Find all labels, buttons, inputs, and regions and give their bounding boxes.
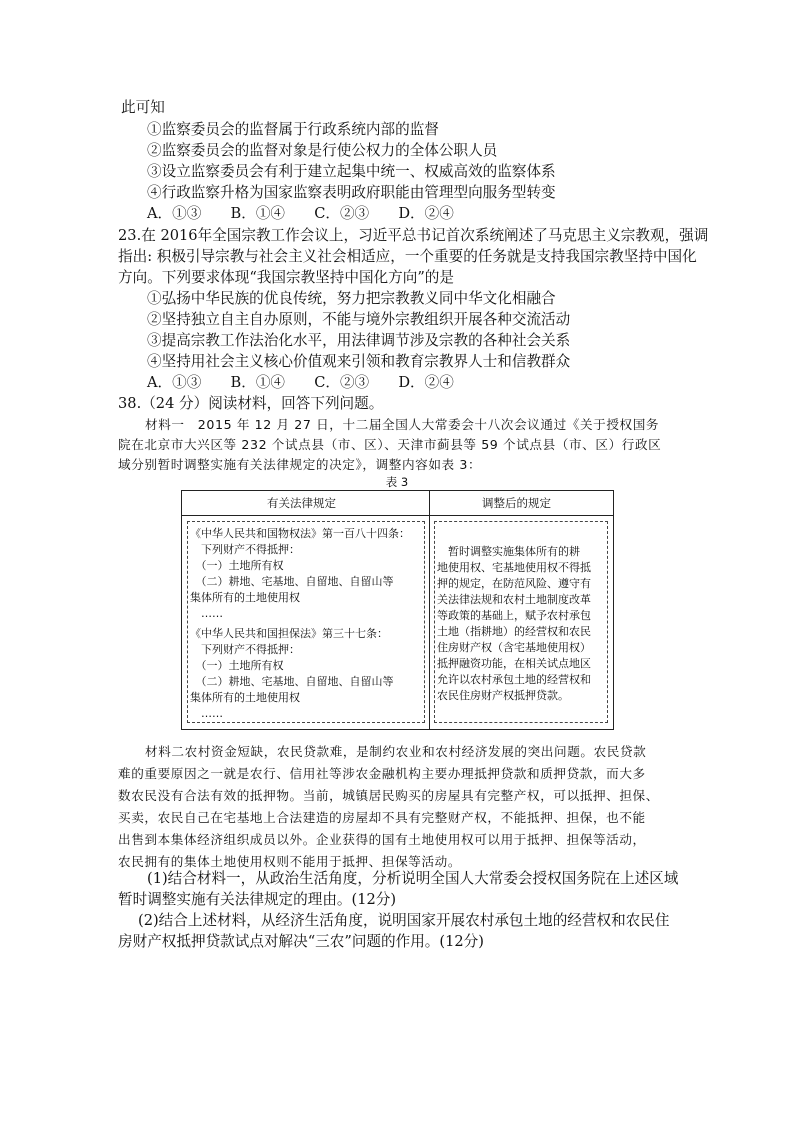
q22-option-3: ③设立监察委员会有利于建立起集中统一、权威高效的监察体系 — [147, 163, 556, 180]
right-line: 暂时调整实施集体所有的耕 — [437, 545, 580, 558]
left-line: 《中华人民共和国担保法》第三十七条： — [190, 627, 388, 640]
material2-line-5: 出售到本集体经济组织成员以外。企业获得的国有土地使用权可以用于抵押、担保等活动， — [118, 832, 646, 847]
q23-stem-3: 方向。下列要求体现“我国宗教坚持中国化方向”的是 — [118, 269, 454, 286]
q22-option-2: ②监察委员会的监督对象是行使公权力的全体公职人员 — [147, 142, 498, 159]
right-line: 关法律法规和农村土地制度改革 — [437, 593, 591, 606]
material2-line-1: 材料二农村资金短缺，农民贷款难，是制约农业和农村经济发展的突出问题。农民贷款 — [145, 744, 647, 759]
q22-choices: A．①③ B．①④ C．②③ D．②④ — [147, 205, 454, 222]
right-line: 等政策的基础上，赋予农村承包 — [437, 609, 591, 622]
sub-question-1-line-1: (1)结合材料一，从政治生活角度，分析说明全国人大常委会授权国务院在上述区域 — [147, 870, 679, 887]
right-cell — [434, 521, 608, 723]
left-line: 集体所有的土地使用权 — [190, 591, 300, 604]
left-line: …… — [190, 707, 223, 720]
q22-option-1: ①监察委员会的监督属于行政系统内部的监督 — [147, 121, 439, 138]
right-line: 地使用权、宅基地使用权不得抵 — [437, 561, 591, 574]
law-table — [181, 490, 614, 730]
sub-question-2-line-2: 房财产权抵押贷款试点对解决“三农”问题的作用。(12分) — [118, 933, 484, 950]
q23-choices: A．①③ B．①④ C．②③ D．②④ — [147, 374, 454, 391]
left-cell — [187, 521, 425, 723]
left-line: 集体所有的土地使用权 — [190, 691, 300, 704]
material1-line-1: 材料一 2015 年 12 月 27 日，十二届全国人大常委会十八次会议通过《关于授权国务 — [145, 417, 660, 432]
left-line: （一）土地所有权 — [190, 559, 284, 572]
right-line: 抵押融资功能，在相关试点地区 — [437, 657, 591, 670]
material2-line-6: 农民拥有的集体土地使用权则不能用于抵押、担保等活动。 — [118, 854, 462, 869]
left-line: …… — [190, 607, 223, 620]
right-line: 农民住房财产权抵押贷款。 — [437, 689, 569, 702]
sub-question-1-line-2: 暂时调整实施有关法律规定的理由。(12分) — [118, 891, 397, 908]
left-line: 下列财产不得抵押： — [190, 543, 300, 556]
q23-option-3: ③提高宗教工作法治化水平，用法律调节涉及宗教的各种社会关系 — [147, 332, 571, 349]
q23-stem-1: 23.在 2016年全国宗教工作会议上，习近平总书记首次系统阐述了马克思主义宗教观，强调 — [118, 227, 709, 244]
left-line: （一）土地所有权 — [190, 659, 284, 672]
material2-line-4: 买卖，农民自己在宅基地上合法建造的房屋却不具有完整财产权，不能抵押、担保，也不能 — [118, 810, 646, 825]
q23-stem-2: 指出: 积极引导宗教与社会主义社会相适应，一个重要的任务就是支持我国宗教坚持中国化 — [118, 248, 697, 265]
right-line: 住房财产权（含宅基地使用权） — [437, 641, 591, 654]
q22-option-4: ④行政监察升格为国家监察表明政府职能由管理型向服务型转变 — [147, 184, 556, 201]
header-left: 有关法律规定 — [267, 496, 336, 510]
header-right: 调整后的规定 — [482, 496, 551, 510]
material2-line-3: 数农民没有合法有效的抵押物。当前，城镇居民购买的房屋具有完整产权，可以抵押、担保、 — [118, 788, 659, 803]
right-line: 土地（指耕地）的经营权和农民 — [437, 625, 591, 638]
table-column-divider — [429, 491, 430, 729]
material1-line-2: 院在北京市大兴区等 232 个试点县（市、区）、天津市蓟县等 59 个试点县（市、区）行政区 — [118, 437, 662, 452]
table-header — [182, 491, 613, 516]
left-line: （二）耕地、宅基地、自留地、自留山等 — [190, 675, 394, 688]
q23-option-4: ④坚持用社会主义核心价值观来引领和教育宗教界人士和信教群众 — [147, 353, 571, 370]
material1-line-3: 域分别暂时调整实施有关法律规定的决定》，调整内容如表 3： — [118, 457, 482, 472]
q38-stem: 38.（24 分）阅读材料，回答下列问题。 — [118, 395, 384, 412]
q23-option-2: ②坚持独立自主自办原则，不能与境外宗教组织开展各种交流活动 — [147, 311, 571, 328]
right-line: 押的规定，在防范风险、遵守有 — [437, 577, 591, 590]
left-line: 下列财产不得抵押： — [190, 643, 300, 656]
table-caption: 表 3 — [385, 475, 409, 489]
q23-option-1: ①弘扬中华民族的优良传统，努力把宗教教义同中华文化相融合 — [147, 290, 556, 307]
material2-line-2: 难的重要原因之一就是农行、信用社等涉农金融机构主要办理抵押贷款和质押贷款，而大多 — [118, 766, 646, 781]
left-line: （二）耕地、宅基地、自留地、自留山等 — [190, 575, 394, 588]
intro-line: 此可知 — [121, 99, 165, 116]
sub-question-2-line-1: (2)结合上述材料，从经济生活角度，说明国家开展农村承包土地的经营权和农民住 — [138, 912, 670, 929]
right-line: 允许以农村承包土地的经营权和 — [437, 673, 591, 686]
left-line: 《中华人民共和国物权法》第一百八十四条： — [190, 527, 410, 540]
